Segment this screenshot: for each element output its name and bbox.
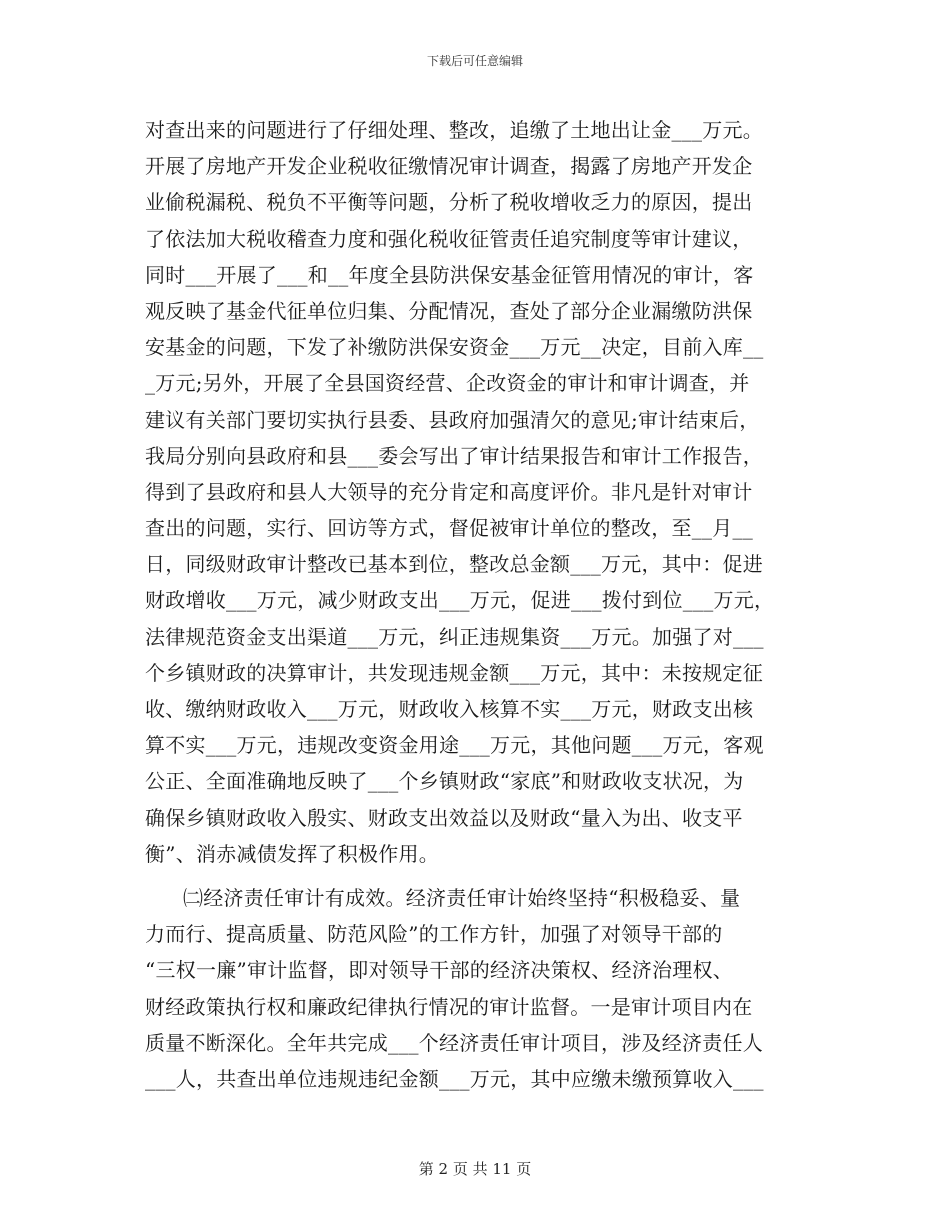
page-header: 下载后可任意编辑 <box>426 54 523 68</box>
text-line: 开展了房地产开发企业税收征缴情况审计调查，揭露了房地产开发企 <box>145 154 753 179</box>
text-line: 质量不断深化。全年共完成___个经济责任审计项目，涉及经济责任人 <box>145 1030 763 1055</box>
document-body <box>145 112 815 1097</box>
page-footer: 第 2 页 共 11 页 <box>418 1160 532 1178</box>
text-line: 了依法加大税收稽查力度和强化税收征管责任追究制度等审计建议， <box>145 226 753 251</box>
text-line: 衡”、消赤减债发挥了积极作用。 <box>145 841 439 866</box>
text-line: 力而行、提高质量、防范风险”的工作方针，加强了对领导干部的 <box>145 922 723 947</box>
text-line: 我局分别向县政府和县___委会写出了审计结果报告和审计工作报告， <box>145 443 763 468</box>
text-line: 财政增收___万元，减少财政支出___万元，促进___拨付到位___万元， <box>145 588 775 613</box>
text-line: 建议有关部门要切实执行县委、县政府加强清欠的意见;审计结束后， <box>145 407 760 432</box>
text-line: “三权一廉”审计监督，即对领导干部的经济决策权、经济治理权、 <box>145 958 733 983</box>
text-line: 法律规范资金支出渠道___万元，纠正违规集资___万元。加强了对___ <box>145 624 764 649</box>
text-line: 观反映了基金代征单位归集、分配情况，查处了部分企业漏缴防洪保 <box>145 298 753 323</box>
text-line: 个乡镇财政的决算审计，共发现违规金额___万元，其中：未按规定征 <box>145 660 763 685</box>
text-line: 收、缴纳财政收入___万元，财政收入核算不实___万元，财政支出核 <box>145 697 754 721</box>
text-line: 对查出来的问题进行了仔细处理、整改，追缴了土地出让金___万元。 <box>145 118 763 142</box>
text-line: 财经政策执行权和廉政纪律执行情况的审计监督。一是审计项目内在 <box>145 994 753 1019</box>
text-line: 得到了县政府和县人大领导的充分肯定和高度评价。非凡是针对审计 <box>145 479 753 504</box>
text-line: 算不实___万元，违规改变资金用途___万元，其他问题___万元，客观 <box>145 733 764 758</box>
text-line: 查出的问题，实行、回访等方式，督促被审计单位的整改，至__月__ <box>145 516 753 541</box>
paragraph-start-line: ㈡经济责任审计有成效。经济责任审计始终坚持“积极稳妥、量 <box>183 885 741 910</box>
text-line: 确保乡镇财政收入殷实、财政支出效益以及财政“量入为出、收支平 <box>145 805 743 830</box>
text-line: 安基金的问题，下发了补缴防洪保安资金___万元__决定，目前入库__ <box>145 335 764 360</box>
text-line: 业偷税漏税、税负不平衡等问题，分析了税收增收乏力的原因，提出 <box>145 190 753 215</box>
text-line: 同时___开展了___和__年度全县防洪保安基金征管用情况的审计，客 <box>145 262 754 287</box>
text-line: 公正、全面准确地反映了___个乡镇财政“家底”和财政收支状况，为 <box>145 769 744 794</box>
text-line: _万元;另外，开展了全县国资经营、企改资金的审计和审计调查，并 <box>145 371 750 396</box>
text-line: 日，同级财政审计整改已基本到位，整改总金额___万元，其中：促进 <box>145 552 763 577</box>
text-line: ___人，共查出单位违规违纪金额___万元，其中应缴未缴预算收入___ <box>145 1066 764 1091</box>
